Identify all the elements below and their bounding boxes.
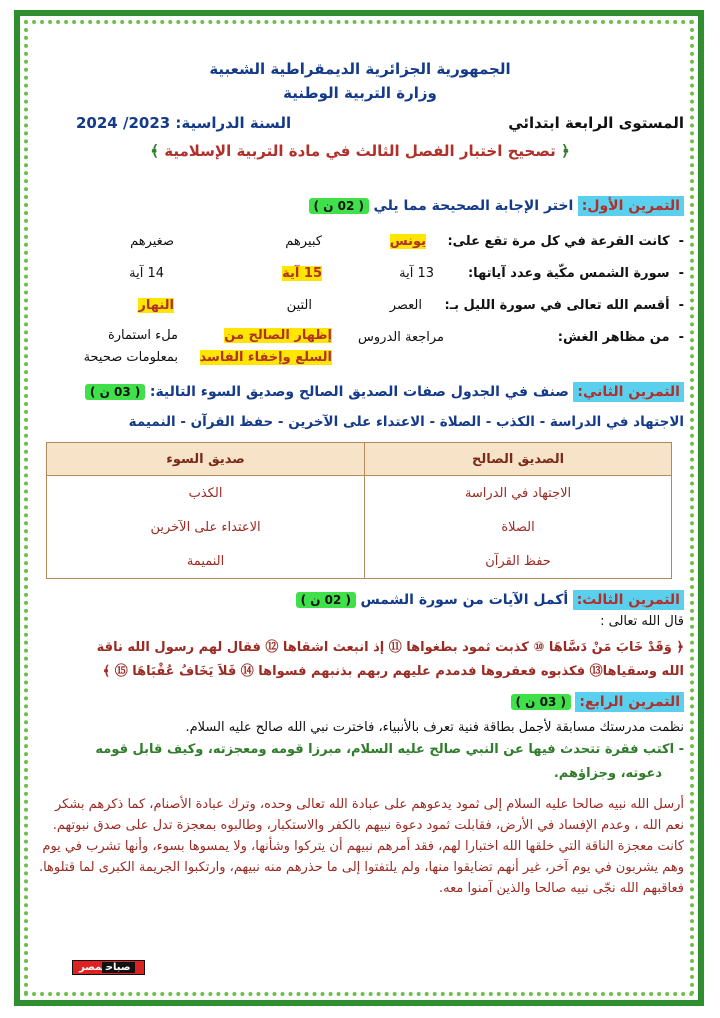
question-label: كانت القرعة في كل مرة تقع على: (447, 234, 670, 249)
bad-trait: الكذب (47, 476, 365, 511)
table-row (47, 544, 672, 579)
option: ملء استمارة (107, 328, 178, 343)
ex1-label: التمرين الأول: (578, 196, 684, 216)
ex2-score: ( 03 ن ) (85, 384, 145, 400)
verse-line-2: الله وسقياها⑬ فكذبوه فعقروها فدمدم عليهم ربهم بذنبهم فسواها ⑭ فَلاَ يَخَافُ عُقْبَاهَا ⑮ ﴾ (102, 664, 684, 679)
ministry-title: وزارة التربية الوطنية (283, 84, 437, 102)
ex1-score: ( 02 ن ) (309, 198, 369, 214)
level-label: المستوى الرابعة ابتدائي (508, 114, 684, 132)
question-text: - من مظاهر الغش: (557, 330, 684, 345)
watermark-logo (72, 960, 145, 975)
ex2-traits: الاجتهاد في الدراسة - الكذب - الصلاة - الاعتداء على الآخرين - حفظ القرآن - النميمة (128, 414, 684, 430)
option: صغيرهم (130, 234, 174, 249)
logo-suffix: مصر (79, 962, 102, 973)
option: النهار (138, 298, 174, 313)
table-row (47, 476, 672, 511)
ex4-answer: أرسل الله نبيه صالحا عليه السلام إلى ثمود يدعوهم على عبادة الله تعالى وحده، وترك عبادة الأصنام، كما ذكرهم بشكر نعم الله ، وعدم الإفساد في الأرض، فقابلت ثمود دعوة نبيهم بالكفر والاستكبار، وطالبوه بمعجزة تدل على صدق نبوتهم. كانت معجزة الناقة التي خلقها الله اختبارا لهم، فقد أمرهم نبيهم أن يتركوا وشأنها، ولا يمسوها بسوء، وأنها تشرب في يوم وهم يشربون في يوم آخر، غير أنهم تضايقوا منها، ولم يلتفتوا إلى ما حذرهم منه نبيهم، وارتكبوا الجريمة الكبرى لما قتلوها. فعاقبهم الله نجّى نبيه صالحا والذين آمنوا معه. (38, 797, 684, 896)
option: مراجعة الدروس (358, 330, 444, 345)
ex2-heading (36, 384, 684, 400)
bad-trait: النميمة (47, 544, 365, 579)
ex3-heading (36, 592, 684, 608)
bad-trait: الاعتداء على الآخرين (47, 510, 365, 544)
option: 13 آية (399, 266, 434, 281)
option: العصر (389, 298, 422, 313)
friends-table (46, 442, 672, 579)
document (36, 52, 684, 973)
question-label: أقسم الله تعالى في سورة الليل بـ: (444, 298, 670, 313)
ex2-label: التمرين الثاني: (573, 382, 684, 402)
ex3-label: التمرين الثالث: (573, 590, 684, 610)
ex1-q4 (36, 328, 684, 372)
title-bracket-left: ﴾ (150, 142, 160, 160)
ex4-heading (36, 694, 684, 710)
country-title: الجمهورية الجزائرية الديمقراطية الشعبية (209, 60, 511, 78)
question-text: - أقسم الله تعالى في سورة الليل بـ: (444, 298, 684, 313)
option: إظهار الصالح من (224, 328, 332, 343)
ex1-heading (36, 198, 684, 214)
ex4-task-1: - اكتب فقرة تتحدث فيها عن النبي صالح عليه السلام، مبرزا قومه ومعجزته، وكيف قابل قومه (95, 742, 684, 757)
question-text: - كانت القرعة في كل مرة تقع على: (447, 234, 684, 249)
ex4-intro: نظمت مدرستك مسابقة لأجمل بطاقة فنية تعرف بالأنبياء، فاخترت نبي الله صالح عليه السلام. (185, 720, 684, 735)
verse-line-1: ﴿ وَقَدْ خَابَ مَنْ دَسَّاهَا ⑩ كذبت ثمود بطغواها ⑪ إذ انبعث اشقاها ⑫ فقال لهم رسول الله ناقة (96, 640, 684, 655)
col-good-friend: الصديق الصالح (365, 443, 672, 476)
ex1-q2 (36, 266, 684, 290)
title-bracket-right: ﴿ (560, 142, 570, 160)
ex1-q3 (36, 298, 684, 322)
question-label: من مظاهر الغش: (557, 330, 670, 345)
logo-brand: صباح (102, 962, 135, 973)
ex3-intro: قال الله تعالى : (600, 614, 684, 629)
option: بمعلومات صحيحة (83, 350, 178, 365)
school-year: السنة الدراسية: 2023/ 2024 (76, 114, 292, 132)
good-trait: حفظ القرآن (365, 544, 672, 579)
table-row (47, 510, 672, 544)
ex1-instruction: اختر الإجابة الصحيحة مما يلي (373, 198, 574, 214)
option: السلع وإخفاء الفاسد (199, 350, 332, 365)
good-trait: الاجتهاد في الدراسة (365, 476, 672, 511)
col-bad-friend: صديق السوء (47, 443, 365, 476)
question-text: - سورة الشمس مكّية وعدد آياتها: (467, 266, 684, 281)
question-label: سورة الشمس مكّية وعدد آياتها: (467, 266, 670, 281)
ex4-score: ( 03 ن ) (511, 694, 571, 710)
option: التين (286, 298, 312, 313)
option: 15 آية (282, 266, 322, 281)
ex4-label: التمرين الرابع: (575, 692, 684, 712)
option: كبيرهم (285, 234, 322, 249)
ex4-task-2: دعوته، وجزاؤهم. (553, 766, 662, 781)
exam-title-text: تصحيح اختبار الفصل الثالث في مادة التربية الإسلامية (164, 142, 556, 160)
good-trait: الصلاة (365, 510, 672, 544)
ex1-q1 (36, 234, 684, 258)
option: 14 آية (129, 266, 164, 281)
option: يونس (389, 234, 426, 249)
exam-title (36, 142, 684, 160)
table-header-row (47, 443, 672, 476)
ex2-instruction: صنف في الجدول صفات الصديق الصالح وصديق السوء التالية: (149, 384, 569, 400)
ex3-score: ( 02 ن ) (296, 592, 356, 608)
ex3-instruction: أكمل الآيات من سورة الشمس (360, 592, 569, 608)
